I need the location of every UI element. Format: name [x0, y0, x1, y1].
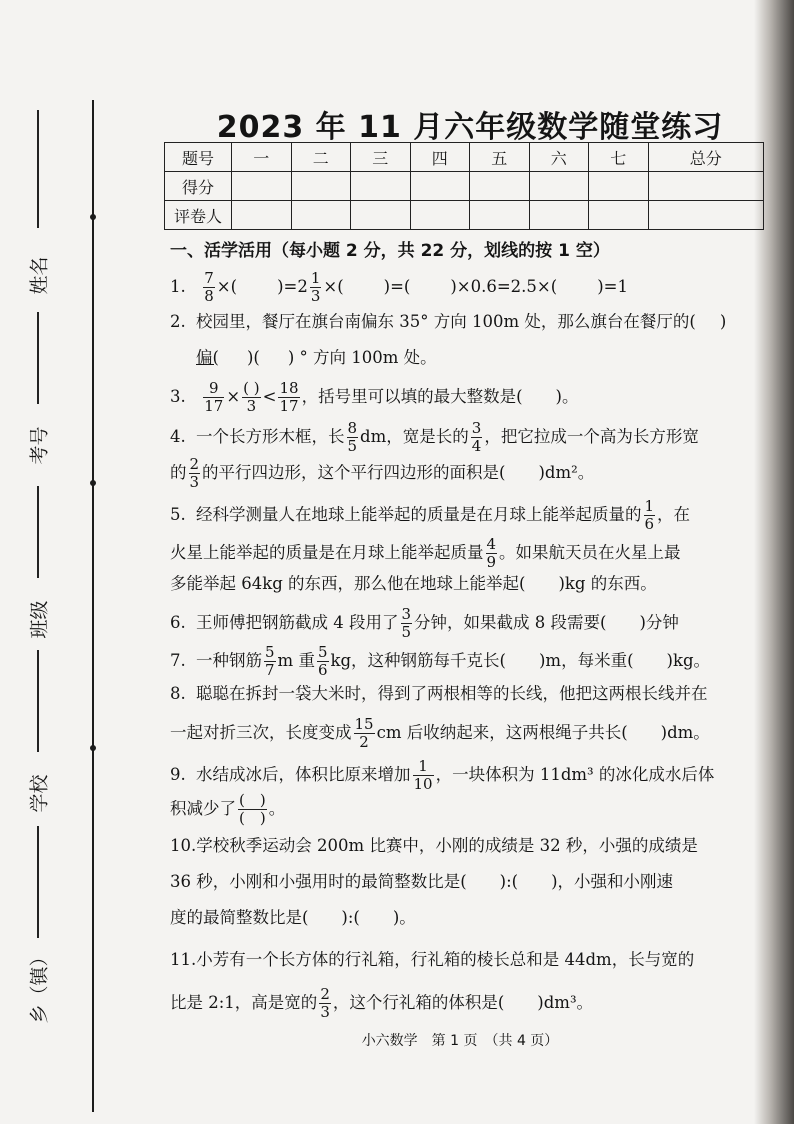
question-10: 10.学校秋季运动会 200m 比赛中，小刚的成绩是 32 秒，小强的成绩是: [170, 836, 698, 855]
question-5: 5. 经科学测量人在地球上能举起的质量是在月球上能举起质量的 $\frac{1}{6}$ ，在: [170, 497, 691, 533]
fraction: $\frac{2}{3}$: [189, 455, 200, 491]
score-cell[interactable]: [351, 172, 411, 201]
header-cell: 总分: [648, 143, 764, 172]
school-field-line[interactable]: [37, 650, 39, 752]
binding-dot: [90, 745, 96, 751]
header-cell: 三: [351, 143, 411, 172]
question-4: 4. 一个长方形木框，长 $\frac{8}{5}$ dm，宽是长的 $\frac{3}{4}$ ，把它拉成一个高为长方形宽: [170, 419, 699, 455]
fraction: $\frac{5}{6}$: [317, 643, 328, 679]
row-label-score: 得分: [165, 172, 232, 201]
question-number: 9.: [170, 765, 186, 784]
question-8: 8. 聪聪在拆封一袋大米时，得到了两根相等的长线，他把这两根长线并在: [170, 684, 708, 703]
question-10-line-2: 36 秒，小刚和小强用时的最简整数比是( ):( )，小强和小刚速: [170, 872, 674, 891]
fraction: $\frac{18}{17}$: [279, 379, 299, 415]
fraction: $\frac{4}{9}$: [486, 535, 497, 571]
question-number: 1.: [170, 277, 186, 296]
question-2-line-2: 偏( )( ) ° 方向 100m 处。: [196, 348, 437, 367]
fraction: $\frac{1}{3}$: [310, 269, 321, 305]
question-11-line-2: 比是 2:1，高是宽的 $\frac{2}{3}$ ，这个行礼箱的体积是( )dm³。: [170, 985, 594, 1021]
score-cell[interactable]: [470, 172, 530, 201]
question-number: 11.: [170, 950, 197, 969]
section-heading: 一、活学活用（每小题 2 分，共 22 分，划线的按 1 空）: [170, 241, 610, 261]
fraction: $\frac{3}{5}$: [401, 605, 412, 641]
question-number: 10.: [170, 836, 197, 855]
row-label-grader: 评卷人: [165, 201, 232, 230]
fraction: $\frac{9}{17}$: [204, 379, 224, 415]
header-cell: 一: [232, 143, 292, 172]
score-cell[interactable]: [648, 172, 764, 201]
name-label: 姓名: [28, 256, 51, 295]
fraction: $\frac{1}{10}$: [413, 757, 433, 793]
score-cell[interactable]: [291, 172, 351, 201]
question-number: 6.: [170, 613, 186, 632]
score-cell[interactable]: [232, 172, 292, 201]
page-footer: 小六数学 第 1 页 （共 4 页）: [361, 1033, 559, 1049]
question-9-line-2: 积减少了 $\frac{( )}{( )}$ 。: [170, 791, 286, 827]
town-field-line[interactable]: [37, 826, 39, 938]
header-cell: 二: [291, 143, 351, 172]
grader-cell[interactable]: [232, 201, 292, 230]
header-cell: 七: [589, 143, 649, 172]
binding-dot: [90, 480, 96, 486]
question-5-line-3: 多能举起 64kg 的东西，那么他在地球上能举起( )kg 的东西。: [170, 574, 657, 593]
grader-cell[interactable]: [410, 201, 470, 230]
header-cell: 六: [529, 143, 589, 172]
question-number: 4.: [170, 427, 186, 446]
class-field-line[interactable]: [37, 486, 39, 578]
score-row: [165, 172, 764, 201]
question-6: 6. 王师傅把钢筋截成 4 段用了 $\frac{3}{5}$ 分钟，如果截成 8 段需要( )分钟: [170, 605, 679, 641]
question-7: 7. 一种钢筋 $\frac{5}{7}$ m 重 $\frac{5}{6}$ kg，这种钢筋每千克长( )m，每米重( )kg。: [170, 643, 711, 679]
score-cell[interactable]: [589, 172, 649, 201]
question-9: 9. 水结成冰后，体积比原来增加 $\frac{1}{10}$ ，一块体积为 11dm³ 的冰化成水后体: [170, 757, 715, 793]
header-cell: 题号: [165, 143, 232, 172]
grader-cell[interactable]: [648, 201, 764, 230]
fraction-blank[interactable]: $\frac{( )}{( )}$: [239, 791, 266, 827]
school-label: 学校: [28, 774, 51, 813]
question-8-line-2: 一起对折三次，长度变成 $\frac{15}{2}$ cm 后收纳起来，这两根绳子共长( )dm。: [170, 715, 710, 751]
class-label: 班级: [28, 600, 51, 639]
question-1: 1. $\frac{7}{8}$ ×( )=2 $\frac{1}{3}$ ×( )=( )×0.6=2.5×( )=1: [170, 269, 628, 305]
fraction: $\frac{5}{7}$: [265, 643, 275, 679]
name-field-line[interactable]: [37, 110, 39, 228]
fraction: $\frac{2}{3}$: [320, 985, 330, 1021]
question-2: 2. 校园里，餐厅在旗台南偏东 35° 方向 100m 处，那么旗台在餐厅的( ): [170, 312, 727, 331]
binding-line: [92, 100, 94, 1112]
grader-cell[interactable]: [351, 201, 411, 230]
binding-dot: [90, 214, 96, 220]
exam-number-field-line[interactable]: [37, 312, 39, 404]
fraction: $\frac{1}{6}$: [644, 497, 655, 533]
town-label: 乡（镇）: [28, 947, 51, 1024]
grader-row: [165, 201, 764, 230]
fraction-blank[interactable]: $\frac{( )}{3}$: [243, 379, 260, 415]
score-table-header-row: [165, 143, 764, 172]
question-10-line-3: 度的最简整数比是( ):( )。: [170, 908, 416, 927]
question-4-line-2: 的 $\frac{2}{3}$ 的平行四边形，这个平行四边形的面积是( )dm²。: [170, 455, 595, 491]
score-table: [164, 142, 764, 230]
grader-cell[interactable]: [529, 201, 589, 230]
header-cell: 四: [410, 143, 470, 172]
grader-cell[interactable]: [589, 201, 649, 230]
grader-cell[interactable]: [291, 201, 351, 230]
question-number: 5.: [170, 505, 186, 524]
page-title: 2023 年 11 月六年级数学随堂练习: [216, 110, 724, 145]
question-number: 8.: [170, 684, 186, 703]
question-number: 7.: [170, 651, 186, 670]
fraction: $\frac{8}{5}$: [347, 419, 358, 455]
fraction: $\frac{7}{8}$: [204, 269, 214, 305]
score-cell[interactable]: [410, 172, 470, 201]
score-cell[interactable]: [529, 172, 589, 201]
fraction: $\frac{15}{2}$: [354, 715, 374, 751]
question-number: 3.: [170, 387, 186, 406]
grader-cell[interactable]: [470, 201, 530, 230]
question-3: 3. $\frac{9}{17}$ × $\frac{( )}{3}$ < $\frac{18}{17}$ ，括号里可以填的最大整数是( )。: [170, 379, 579, 415]
question-5-line-2: 火星上能举起的质量是在月球上能举起质量 $\frac{4}{9}$ 。如果航天员在火星上最: [170, 535, 681, 571]
fraction: $\frac{3}{4}$: [471, 419, 482, 455]
exam-number-label: 考号: [28, 426, 51, 465]
header-cell: 五: [470, 143, 530, 172]
question-11: 11.小芳有一个长方体的行礼箱，行礼箱的棱长总和是 44dm，长与宽的: [170, 950, 695, 969]
question-number: 2.: [170, 312, 186, 331]
